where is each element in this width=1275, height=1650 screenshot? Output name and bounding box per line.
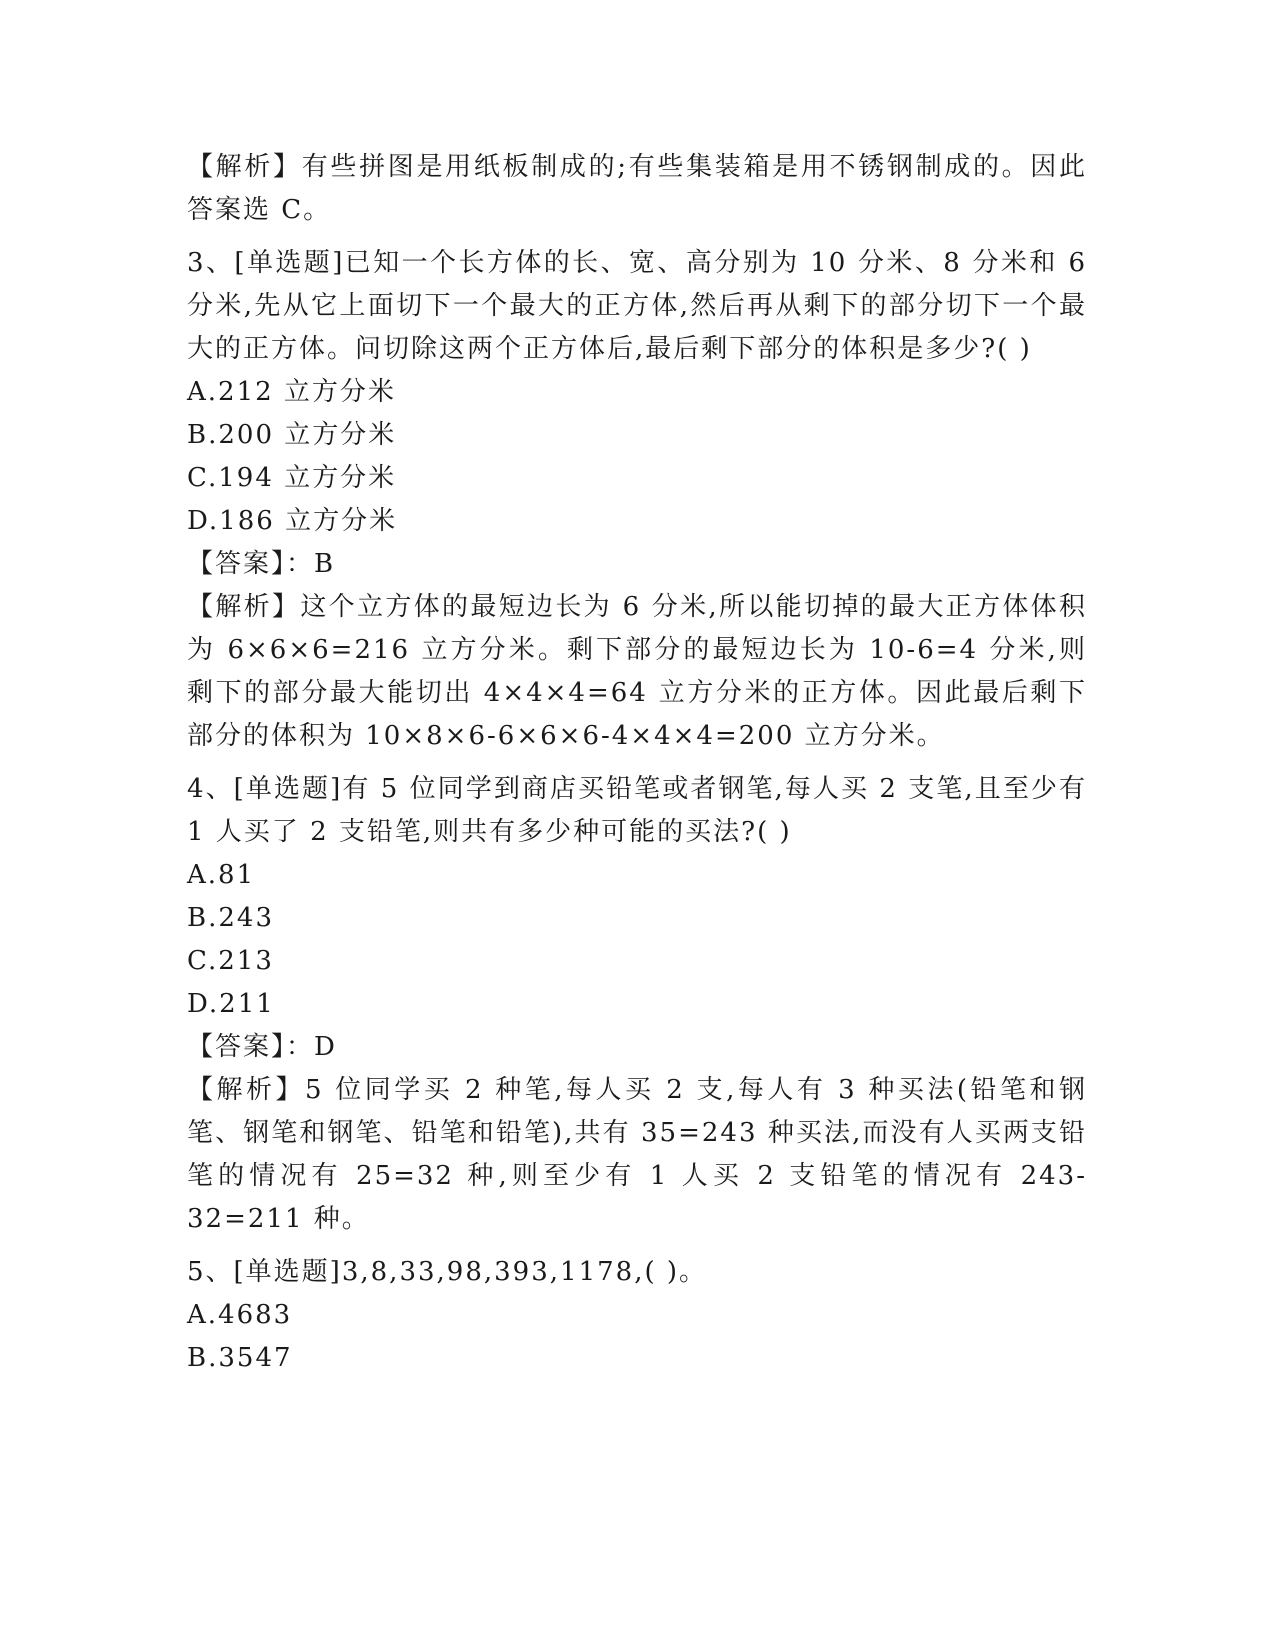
question-text-3: 3、[单选题]已知一个长方体的长、宽、高分别为 10 分米、8 分米和 6 分米,先从它上面切下一个最大的正方体,然后再从剩下的部分切下一个最大的正方体。问切除这两个正方体后,最后剩下部分的体积是多少?( ) xyxy=(187,248,1087,364)
spacer xyxy=(187,232,1087,242)
document-page xyxy=(187,146,1087,1380)
option-a-3: A.212 立方分米 xyxy=(187,377,396,407)
question-text-5: 5、[单选题]3,8,33,98,393,1178,( )。 xyxy=(187,1257,708,1287)
option-d-3: D.186 立方分米 xyxy=(187,506,398,536)
options-list-3 xyxy=(187,371,1087,543)
options-list-4 xyxy=(187,854,1087,1026)
spacer xyxy=(187,1241,1087,1251)
question-block-5 xyxy=(187,1251,1087,1380)
analysis-paragraph-q2: 【解析】有些拼图是用纸板制成的;有些集装箱是用不锈钢制成的。因此答案选 C。 xyxy=(187,152,1087,225)
option-a-4: A.81 xyxy=(187,860,256,890)
option-c-3: C.194 立方分米 xyxy=(187,463,397,493)
spacer xyxy=(187,758,1087,768)
option-d-4: D.211 xyxy=(187,989,275,1019)
option-b-3: B.200 立方分米 xyxy=(187,420,397,450)
option-b-4: B.243 xyxy=(187,903,274,933)
option-a-5: A.4683 xyxy=(187,1300,293,1330)
question-block-4 xyxy=(187,768,1087,1241)
answer-4: 【答案】：D xyxy=(187,1032,337,1062)
question-block-3 xyxy=(187,242,1087,758)
question-text-4: 4、[单选题]有 5 位同学到商店买铅笔或者钢笔,每人买 2 支笔,且至少有 1 人买了 2 支铅笔,则共有多少种可能的买法?( ) xyxy=(187,774,1087,847)
options-list-5 xyxy=(187,1294,1087,1380)
analysis-paragraph-3: 【解析】这个立方体的最短边长为 6 分米,所以能切掉的最大正方体体积为 6×6×6=216 立方分米。剩下部分的最短边长为 10-6=4 分米,则剩下的部分最大能切出 4×4×4=64 立方分米的正方体。因此最后剩下部分的体积为 10×8×6-6×6×6-4×4×4=200 立方分米。 xyxy=(187,592,1087,751)
option-c-4: C.213 xyxy=(187,946,274,976)
answer-3: 【答案】：B xyxy=(187,549,336,579)
option-b-5: B.3547 xyxy=(187,1343,293,1373)
analysis-paragraph-4: 【解析】5 位同学买 2 种笔,每人买 2 支,每人有 3 种买法(铅笔和钢笔、钢笔和钢笔、铅笔和铅笔),共有 35=243 种买法,而没有人买两支铅笔的情况有 25=32 种,则至少有 1 人买 2 支铅笔的情况有 243-32=211 种。 xyxy=(187,1075,1087,1234)
